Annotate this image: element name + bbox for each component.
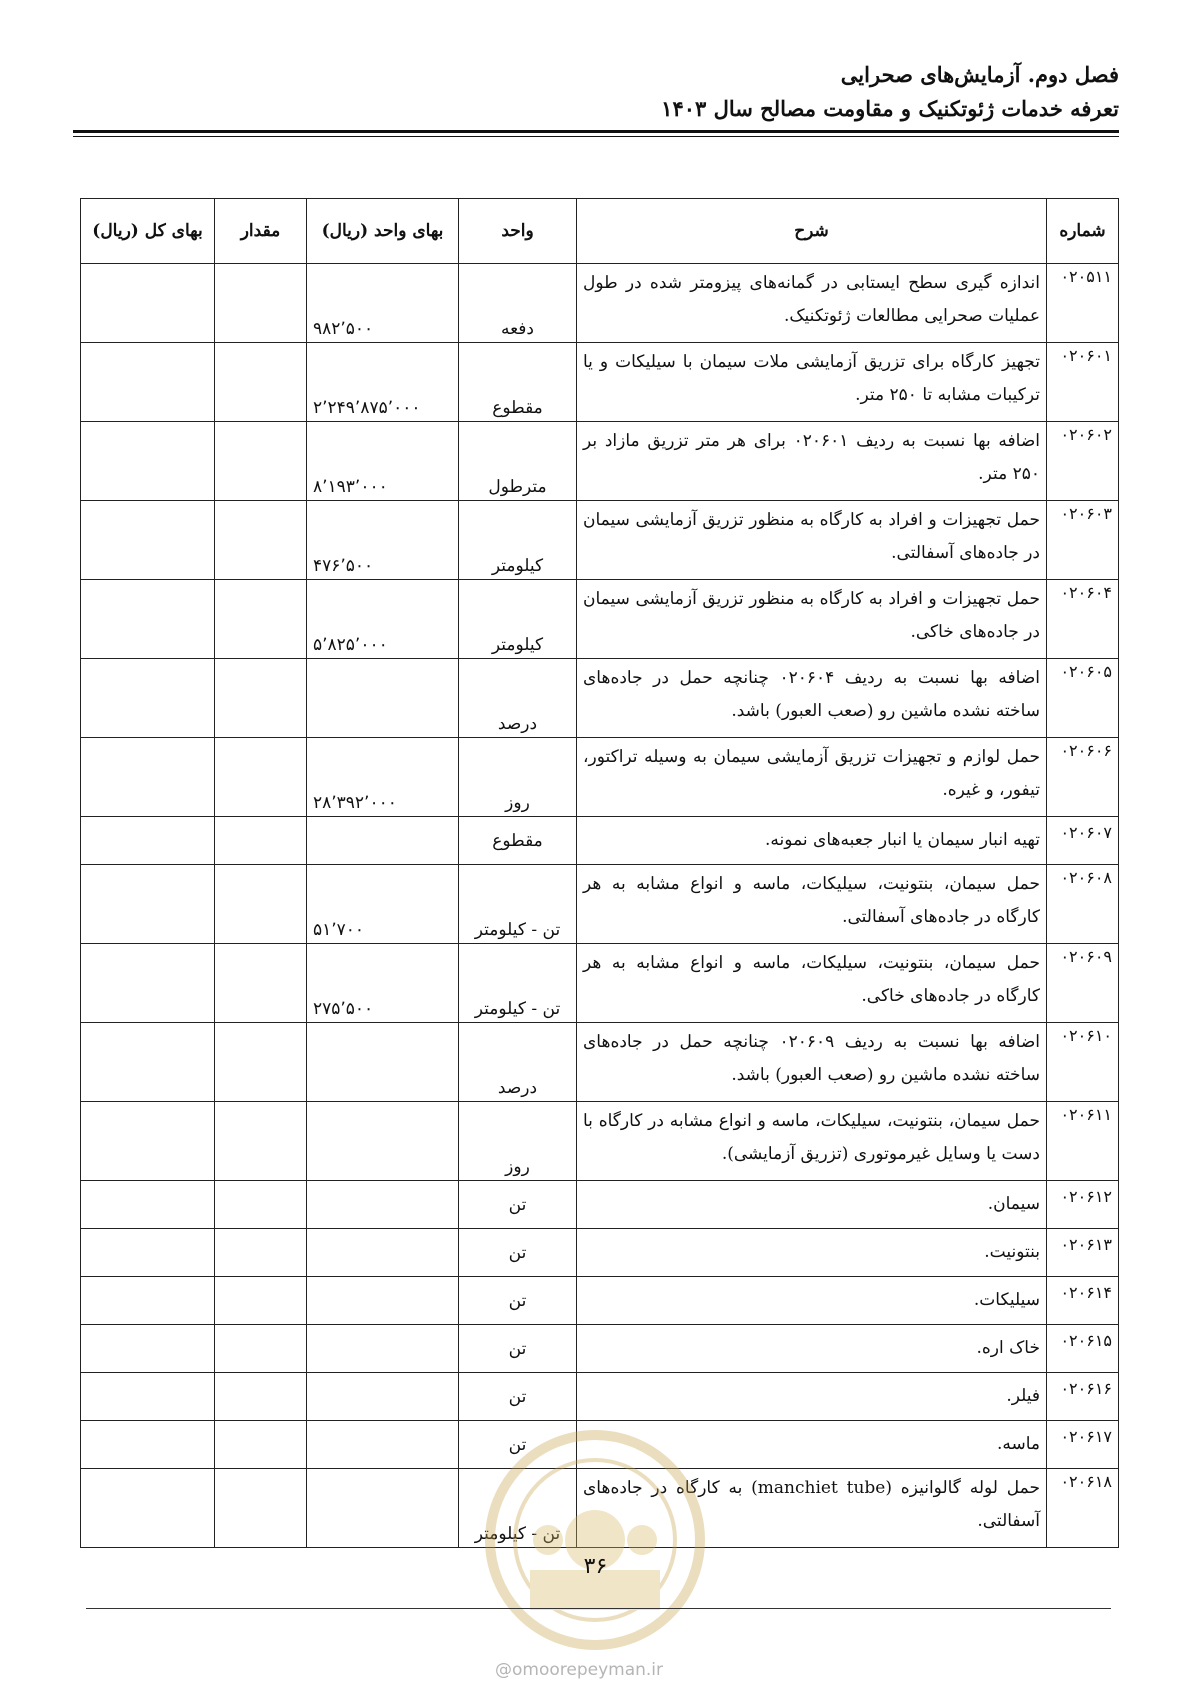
row-unit-price: ۴۷۶٬۵۰۰ [307, 501, 459, 580]
row-unit-price [307, 817, 459, 865]
table-row [81, 1023, 1119, 1102]
table-row [81, 817, 1119, 865]
row-total-price [81, 343, 215, 422]
row-description: اضافه بها نسبت به ردیف ۰۲۰۶۰۹ چنانچه حمل در جاده‌های ساخته نشده ماشین رو (صعب العبور) باشد. [577, 1023, 1047, 1102]
row-unit: درصد [459, 1023, 577, 1102]
row-code: ۰۲۰۶۰۳ [1047, 501, 1119, 580]
row-description: سیمان. [577, 1181, 1047, 1229]
row-quantity [215, 422, 307, 501]
row-total-price [81, 501, 215, 580]
row-total-price [81, 1421, 215, 1469]
row-quantity [215, 738, 307, 817]
row-unit-price [307, 1325, 459, 1373]
row-code: ۰۲۰۶۰۱ [1047, 343, 1119, 422]
table-row [81, 738, 1119, 817]
row-quantity [215, 817, 307, 865]
row-code: ۰۲۰۵۱۱ [1047, 264, 1119, 343]
row-quantity [215, 1373, 307, 1421]
row-unit-price [307, 1181, 459, 1229]
row-code: ۰۲۰۶۱۴ [1047, 1277, 1119, 1325]
row-description: حمل لوازم و تجهیزات تزریق آزمایشی سیمان به وسیله تراکتور، تیفور، و غیره. [577, 738, 1047, 817]
row-quantity [215, 501, 307, 580]
table-row [81, 1277, 1119, 1325]
page-number: ۳۶ [583, 1554, 608, 1579]
row-unit: تن [459, 1421, 577, 1469]
row-description: ماسه. [577, 1421, 1047, 1469]
table-row [81, 343, 1119, 422]
row-description: بنتونیت. [577, 1229, 1047, 1277]
row-code: ۰۲۰۶۱۷ [1047, 1421, 1119, 1469]
document-subtitle: تعرفه خدمات ژئوتکنیک و مقاومت مصالح سال ۱۴۰۳ [661, 96, 1119, 121]
row-total-price [81, 1229, 215, 1277]
row-code: ۰۲۰۶۰۲ [1047, 422, 1119, 501]
row-code: ۰۲۰۶۱۶ [1047, 1373, 1119, 1421]
row-total-price [81, 422, 215, 501]
row-total-price [81, 580, 215, 659]
table-header-row [81, 199, 1119, 264]
row-code: ۰۲۰۶۱۰ [1047, 1023, 1119, 1102]
row-unit: تن [459, 1277, 577, 1325]
row-code: ۰۲۰۶۰۶ [1047, 738, 1119, 817]
watermark-seal [470, 1420, 720, 1660]
row-description: تجهیز کارگاه برای تزریق آزمایشی ملات سیمان با سیلیکات و یا ترکیبات مشابه تا ۲۵۰ متر. [577, 343, 1047, 422]
row-code: ۰۲۰۶۱۵ [1047, 1325, 1119, 1373]
row-description: حمل سیمان، بنتونیت، سیلیکات، ماسه و انواع مشابه در کارگاه با دست یا وسایل غیرموتوری (تزریق آزمایشی). [577, 1102, 1047, 1181]
row-code: ۰۲۰۶۰۸ [1047, 865, 1119, 944]
row-code: ۰۲۰۶۱۲ [1047, 1181, 1119, 1229]
row-unit: کیلومتر [459, 580, 577, 659]
row-code: ۰۲۰۶۱۳ [1047, 1229, 1119, 1277]
row-unit: تن - کیلومتر [459, 865, 577, 944]
row-total-price [81, 738, 215, 817]
table-row [81, 1229, 1119, 1277]
page-header [661, 58, 1119, 126]
row-unit: مترطول [459, 422, 577, 501]
row-unit-price [307, 1102, 459, 1181]
row-description: اضافه بها نسبت به ردیف ۰۲۰۶۰۱ برای هر متر تزریق مازاد بر ۲۵۰ متر. [577, 422, 1047, 501]
footer-rule [86, 1608, 1111, 1609]
row-unit-price [307, 659, 459, 738]
row-description: سیلیکات. [577, 1277, 1047, 1325]
row-description: حمل تجهیزات و افراد به کارگاه به منظور تزریق آزمایشی سیمان در جاده‌های خاکی. [577, 580, 1047, 659]
col-header-unit-price: بهای واحد (ریال) [307, 199, 459, 264]
row-total-price [81, 264, 215, 343]
row-quantity [215, 1277, 307, 1325]
row-unit: تن [459, 1325, 577, 1373]
row-unit: تن [459, 1373, 577, 1421]
row-unit: مقطوع [459, 343, 577, 422]
row-description: تهیه انبار سیمان یا انبار جعبه‌های نمونه. [577, 817, 1047, 865]
row-description: حمل تجهیزات و افراد به کارگاه به منظور تزریق آزمایشی سیمان در جاده‌های آسفالتی. [577, 501, 1047, 580]
row-description: حمل لوله گالوانیزه (manchiet tube) به کارگاه در جاده‌های آسفالتی. [577, 1469, 1047, 1548]
row-unit-price: ۸٬۱۹۳٬۰۰۰ [307, 422, 459, 501]
row-quantity [215, 1469, 307, 1548]
table-row [81, 1325, 1119, 1373]
row-code: ۰۲۰۶۱۸ [1047, 1469, 1119, 1548]
row-code: ۰۲۰۶۰۷ [1047, 817, 1119, 865]
table-row [81, 422, 1119, 501]
table-row [81, 865, 1119, 944]
row-code: ۰۲۰۶۰۴ [1047, 580, 1119, 659]
header-rule-thin [73, 136, 1119, 137]
chapter-title: فصل دوم. آزمایش‌های صحرایی [840, 62, 1119, 87]
row-quantity [215, 944, 307, 1023]
row-unit-price [307, 1277, 459, 1325]
row-quantity [215, 1102, 307, 1181]
row-total-price [81, 817, 215, 865]
row-total-price [81, 659, 215, 738]
table-row [81, 1373, 1119, 1421]
row-quantity [215, 1325, 307, 1373]
row-unit: درصد [459, 659, 577, 738]
row-unit-price [307, 1023, 459, 1102]
row-quantity [215, 343, 307, 422]
row-unit-price [307, 1469, 459, 1548]
row-quantity [215, 659, 307, 738]
row-code: ۰۲۰۶۱۱ [1047, 1102, 1119, 1181]
row-unit-price [307, 1373, 459, 1421]
row-unit-price: ۵٬۸۲۵٬۰۰۰ [307, 580, 459, 659]
tariff-table [80, 198, 1119, 1548]
row-quantity [215, 580, 307, 659]
row-unit-price: ۲۷۵٬۵۰۰ [307, 944, 459, 1023]
row-unit-price: ۹۸۲٬۵۰۰ [307, 264, 459, 343]
row-total-price [81, 1277, 215, 1325]
table-row [81, 1102, 1119, 1181]
row-unit: کیلومتر [459, 501, 577, 580]
table-row [81, 501, 1119, 580]
row-quantity [215, 1023, 307, 1102]
row-total-price [81, 1023, 215, 1102]
row-total-price [81, 865, 215, 944]
row-total-price [81, 944, 215, 1023]
table-row [81, 264, 1119, 343]
row-description: اضافه بها نسبت به ردیف ۰۲۰۶۰۴ چنانچه حمل در جاده‌های ساخته نشده ماشین رو (صعب العبور) باشد. [577, 659, 1047, 738]
row-unit: مقطوع [459, 817, 577, 865]
row-quantity [215, 1181, 307, 1229]
table-row [81, 1181, 1119, 1229]
row-total-price [81, 1373, 215, 1421]
row-unit-price: ۲۸٬۳۹۲٬۰۰۰ [307, 738, 459, 817]
row-total-price [81, 1469, 215, 1548]
row-unit: روز [459, 1102, 577, 1181]
row-description: حمل سیمان، بنتونیت، سیلیکات، ماسه و انواع مشابه به هر کارگاه در جاده‌های آسفالتی. [577, 865, 1047, 944]
row-unit-price [307, 1421, 459, 1469]
row-description: خاک اره. [577, 1325, 1047, 1373]
row-unit: تن - کیلومتر [459, 1469, 577, 1548]
row-total-price [81, 1325, 215, 1373]
watermark-site: @omoorepeyman.ir [495, 1660, 664, 1680]
col-header-qty: مقدار [215, 199, 307, 264]
row-unit: روز [459, 738, 577, 817]
row-unit: تن [459, 1229, 577, 1277]
row-unit: دفعه [459, 264, 577, 343]
row-total-price [81, 1102, 215, 1181]
row-unit-price [307, 1229, 459, 1277]
header-rule-thick [73, 130, 1119, 133]
row-code: ۰۲۰۶۰۹ [1047, 944, 1119, 1023]
col-header-total: بهای کل (ریال) [81, 199, 215, 264]
row-description: فیلر. [577, 1373, 1047, 1421]
row-code: ۰۲۰۶۰۵ [1047, 659, 1119, 738]
row-description: حمل سیمان، بنتونیت، سیلیکات، ماسه و انواع مشابه به هر کارگاه در جاده‌های خاکی. [577, 944, 1047, 1023]
row-quantity [215, 264, 307, 343]
col-header-desc: شرح [577, 199, 1047, 264]
col-header-code: شماره [1047, 199, 1119, 264]
table-row [81, 659, 1119, 738]
row-unit: تن - کیلومتر [459, 944, 577, 1023]
row-quantity [215, 1229, 307, 1277]
row-description: اندازه گیری سطح ایستابی در گمانه‌های پیزومتر شده در طول عملیات صحرایی مطالعات ژئوتکنیک. [577, 264, 1047, 343]
row-unit: تن [459, 1181, 577, 1229]
table-row [81, 580, 1119, 659]
row-quantity [215, 1421, 307, 1469]
row-quantity [215, 865, 307, 944]
row-total-price [81, 1181, 215, 1229]
col-header-unit: واحد [459, 199, 577, 264]
row-unit-price: ۵۱٬۷۰۰ [307, 865, 459, 944]
table-row [81, 944, 1119, 1023]
row-unit-price: ۲٬۲۴۹٬۸۷۵٬۰۰۰ [307, 343, 459, 422]
